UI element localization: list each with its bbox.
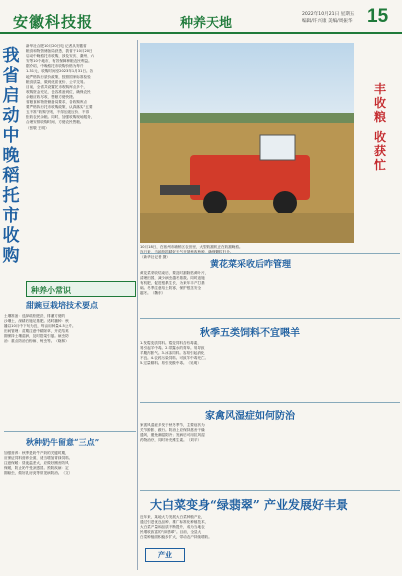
body-line: 地严格执行质价政策，按照国家标准检验	[26, 74, 91, 79]
headline-char: 购	[2, 246, 20, 266]
section-divider	[140, 402, 400, 403]
newspaper-logo: 安徽科技报	[13, 13, 94, 31]
headline-char: 启	[2, 86, 20, 106]
body-line: 础。冬季注意培土防寒，保护根茎安全	[140, 286, 202, 291]
body-line: 拒收农民余粮。同时，加强收购现场服务，	[26, 115, 95, 120]
headline-char: 省	[2, 66, 20, 86]
body-line: 应保证饲料营养全面，适当增加青绿饲料。	[4, 456, 73, 461]
body-line: 通过引进优良品种、推广标准化种植技术，	[140, 520, 209, 525]
headline-char: 我	[2, 46, 20, 66]
body-line: 5.过量精料。易引发酸中毒。（吴明）	[140, 361, 201, 366]
body-line: 安等10个地市，有效保障种粮农民利益。	[26, 59, 92, 64]
body-line: 近年来，某地大力发展大白菜种植产业，	[140, 515, 205, 519]
body-line: 沙壤土，深耕后施足基肥。适时播种：秋	[4, 319, 69, 324]
article-title-daylily: 黄花菜采收后咋管理	[210, 260, 292, 270]
body-line: 1.31元，收购时间至2023年1月31日。各	[26, 69, 94, 74]
title-char: 获	[373, 144, 386, 158]
body-line: 启动中晚稻托市收购，涉及安庆、滁州、六	[26, 54, 95, 59]
column-divider	[137, 40, 138, 570]
headline-char: 动	[2, 106, 20, 126]
harvest-title-line2	[360, 130, 400, 172]
headline-char: 晚	[2, 146, 20, 166]
title-char: 忙	[373, 158, 386, 172]
body-line: 播以10月中下旬为宜，每亩用种量4-5公斤。	[4, 324, 76, 329]
story-title-dairy-cow: 秋种奶牛留意“三点”	[26, 437, 100, 447]
body-line: 目前，全省共设置托市收购库点多个，	[26, 84, 88, 89]
body-line: 土壤准备：选择疏松肥沃、排灌方便的	[4, 314, 66, 318]
body-line: 不良。4.农药污染饲料。可致羊中毒死亡。	[140, 356, 209, 361]
body-line: 五不准”收购守则，不得压级压价、不得	[26, 110, 89, 115]
body-line: 家禽风湿症多发于秋冬季节，主要症状为	[140, 423, 205, 427]
body-line: 清理田园，减少病虫越冬基数。同时追施	[140, 276, 205, 281]
industry-tag-label: 产业	[158, 551, 172, 559]
harvest-photo	[140, 43, 354, 243]
body-line: 粮食质量，做到优质优价、公平交易。	[26, 79, 88, 84]
section-divider	[140, 253, 400, 254]
body-line: 有机肥，促进根系生长，为来年丰产打基	[140, 281, 205, 286]
headline-char: 市	[2, 206, 20, 226]
section-divider	[140, 318, 400, 319]
body-line: 黄花菜采收结束后，要及时割除枯黄叶片，	[140, 271, 209, 275]
section-title: 种养天地	[180, 16, 233, 31]
article-title-cabbage: 大白菜变身“绿翡翠” 产业发展好丰景	[150, 498, 348, 512]
body-line: 关节肿胀、跛行。防治上应保持禽舍干燥	[140, 428, 205, 433]
headline-char: 托	[2, 186, 20, 206]
headline-char: 稻	[2, 166, 20, 186]
article-body-sheep-feed	[140, 341, 400, 369]
article-body-cabbage	[140, 515, 400, 543]
harvest-title	[360, 82, 400, 172]
body-line: 新华社合肥10月20日电 记者从安徽省	[26, 44, 87, 48]
title-char: 收	[373, 130, 386, 144]
body-line: （张敬 王明）	[26, 125, 49, 130]
harvest-title-line1	[360, 82, 400, 124]
body-line: 省粮食和物资储备局要求，各收购库点	[26, 100, 88, 105]
body-line: 要严格执行托市收购政策，认真落实“五要	[26, 105, 93, 110]
body-line: 加强营养：秋季是奶牛产奶的关键时期，	[4, 451, 69, 455]
body-line: 期保持土壤湿润，及时搭架引蔓。病虫防	[4, 334, 69, 339]
page-header	[0, 0, 402, 34]
body-line: 大白菜产量和品质不断提升，成为当地农	[140, 525, 205, 530]
caption-line: 10月18日，在宿州市埇桥区农田里，大型收割机正在收割晚稻。	[140, 245, 243, 249]
column-title: 种养小常识	[31, 286, 71, 295]
article-body-poultry	[140, 423, 400, 447]
story-title-sweet-pea: 甜豌豆栽培技术要点	[26, 300, 98, 310]
body-line: 易引起羊中毒。2.带露水的青草。易导致	[140, 346, 205, 351]
body-line: 羊腹泻胀气。3.冰冻饲料。容易引起消化	[140, 351, 205, 356]
body-line: 收购资金充足，仓容准备到位，确保农民	[26, 89, 91, 94]
body-line: 治：重点防治白粉病、蚜虫等。（晓林）	[4, 339, 69, 344]
headline-char: 收	[2, 226, 20, 246]
headline-char: 中	[2, 126, 20, 146]
industry-tag	[145, 548, 185, 562]
body-line: 田间管理：苗期注意中耕除草，开花结荚	[4, 329, 69, 334]
page-number: 15	[367, 6, 389, 27]
title-char: 粮	[373, 110, 386, 124]
section-divider	[140, 490, 400, 491]
article-title-poultry: 家禽风湿症如何防治	[205, 411, 295, 422]
body-line: 通风，避免潮湿阴冷；发病后可用抗风湿	[140, 433, 205, 438]
knowledge-column-banner	[26, 281, 136, 297]
body-line: 合理安排收购时间，方便农民售粮。	[26, 120, 84, 125]
lead-headline	[2, 46, 20, 296]
body-line: 余粮应收尽收、售粮方便快捷。	[26, 94, 77, 99]
body-line: 据介绍，中晚稻托市收购价格为每斤	[26, 64, 84, 69]
body-line: 粮食和物资储备局获悉，我省于10月20日	[26, 49, 93, 54]
story-body-sweet-pea	[4, 314, 136, 354]
article-title-sheep-feed: 秋季五类饲料不宜喂羊	[200, 328, 300, 339]
caption-line: （新华社记者 摄）	[140, 255, 170, 260]
article-body-daylily	[140, 271, 400, 299]
section-divider	[4, 431, 136, 432]
issue-date: 2022年10月21日 星期五	[302, 12, 355, 17]
lead-body	[26, 44, 136, 276]
harvester-illustration	[140, 43, 354, 243]
body-line: 药物治疗，同时补充维生素。（刘平）	[140, 438, 202, 443]
title-char: 收	[373, 96, 386, 110]
issue-info	[302, 11, 354, 25]
body-line: 民增收致富的“绿翡翠”。目前，全县大	[140, 530, 202, 535]
story-body-dairy-cow	[4, 451, 136, 491]
issue-editor: 编辑/许兴康 美编/周振华	[302, 19, 353, 24]
body-line: 注意保暖：昼夜温差大，应做好圈舍防风	[4, 461, 69, 466]
body-line: 白菜种植面积稳步扩大，带动农户持续增收。	[140, 535, 212, 540]
body-line: 越冬。（魏东）	[140, 291, 166, 296]
title-char: 丰	[373, 82, 386, 96]
body-line: 1.发霉变质饲料。霉变饲料含有毒素，	[140, 341, 201, 345]
body-line: 期驱虫，做好乳房炎等常见病防治。（文）	[4, 471, 73, 476]
body-line: 保暖，防止奶牛受凉感冒。预防疾病：定	[4, 466, 69, 471]
